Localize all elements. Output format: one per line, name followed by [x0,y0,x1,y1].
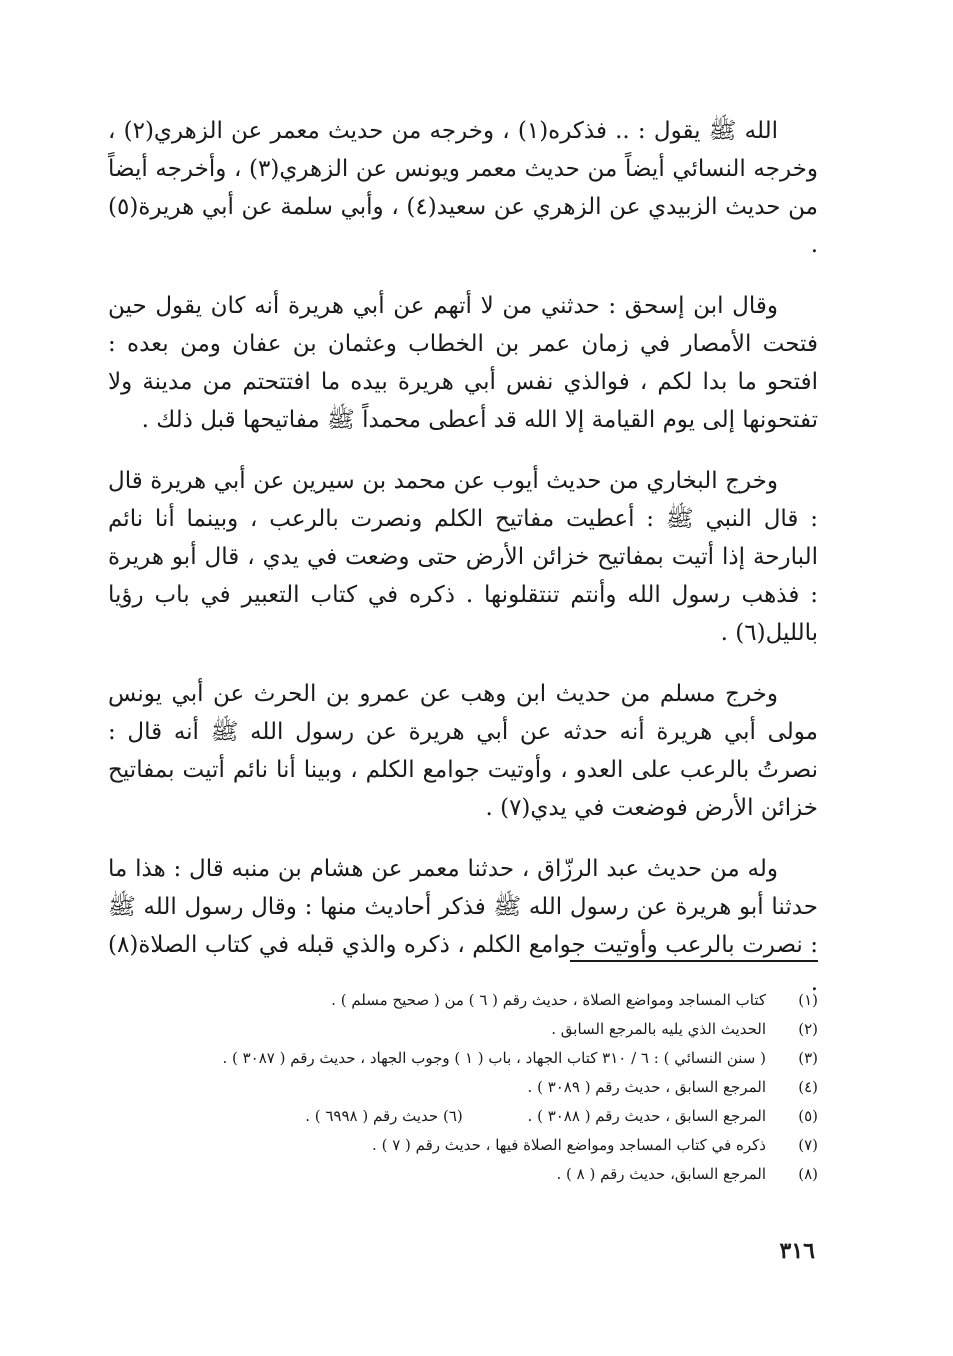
paragraph-1: الله ﷺ يقول : .. فذكره(١) ، وخرجه من حديث معمر عن الزهري(٢) ، وخرجه النسائي أيضاً من حديث معمر ويونس عن الزهري(٣) ، وأخرجه أيضاً من حديث الزبيدي عن الزهري عن سعيد(٤) ، وأبي سلمة عن أبي هريرة(٥) . [108,118,818,258]
footnote-7 [108,1131,818,1160]
paragraph-5: وله من حديث عبد الرزّاق ، حدثنا معمر عن هشام بن منبه قال : هذا ما حدثنا أبو هريرة عن رسول الله ﷺ فذكر أحاديث منها : وقال رسول الله ﷺ : نصرت بالرعب وأوتيت جوامع الكلم ، ذكره والذي قبله في كتاب الصلاة(٨) . [108,856,818,996]
footnote-6-inline: (٦) حديث رقم ( ٦٩٩٨ ) . [305,1107,463,1125]
footnote-text: كتاب المساجد ومواضع الصلاة ، حديث رقم ( ٦ ) من ( صحيح مسلم ) . [331,991,766,1009]
page-number: ٣١٦ [779,1238,815,1264]
footnote-text: المرجع السابق ، حديث رقم ( ٣٠٨٩ ) . [527,1078,766,1096]
footnote-text: ( سنن النسائي ) : ٦ / ٣١٠ كتاب الجهاد ، باب ( ١ ) وجوب الجهاد ، حديث رقم ( ٣٠٨٧ ) . [222,1049,766,1067]
footnote-separator [570,960,818,962]
footnote-text: الحديث الذي يليه بالمرجع السابق . [551,1020,766,1038]
paragraph-3: وخرج البخاري من حديث أيوب عن محمد بن سيرين عن أبي هريرة قال : قال النبي ﷺ : أعطيت مفاتيح الكلم ونصرت بالرعب ، وبينما أنا نائم البارحة إذا أتيت بمفاتيح خزائن الأرض حتى وضعت في يدي ، قال أبو هريرة : فذهب رسول الله وأنتم تنتقلونها . ذكره في كتاب التعبير في باب رؤيا بالليل(٦) . [108,468,818,646]
footnote-number: (٣) [798,1049,818,1067]
footnote-5 [108,1102,818,1131]
footnote-8 [108,1160,818,1189]
footnote-text: ذكره في كتاب المساجد ومواضع الصلاة فيها ، حديث رقم ( ٧ ) . [372,1136,766,1154]
footnote-1 [108,986,818,1015]
paragraph-2: وقال ابن إسحق : حدثني من لا أتهم عن أبي هريرة أنه كان يقول حين فتحت الأمصار في زمان عمر بن الخطاب وعثمان بن عفان ومن بعده : افتحو ما بدا لكم ، فوالذي نفس أبي هريرة بيده ما افتتحتم من مدينة ولا تفتحونها إلى يوم القيامة إلا الله قد أعطى محمداً ﷺ مفاتيحها قبل ذلك . [108,293,818,433]
footnote-number: (١) [798,991,818,1009]
footnote-number: (٧) [798,1136,818,1154]
footnote-3 [108,1044,818,1073]
footnote-text: المرجع السابق، حديث رقم ( ٨ ) . [556,1165,766,1183]
footnote-number: (٥) [798,1107,818,1125]
footnote-number: (٤) [798,1078,818,1096]
footnote-2 [108,1015,818,1044]
paragraph-4: وخرج مسلم من حديث ابن وهب عن عمرو بن الحرث عن أبي يونس مولى أبي هريرة أنه حدثه عن أبي هريرة عن رسول الله ﷺ أنه قال : نصرتُ بالرعب على العدو ، وأوتيت جوامع الكلم ، وبينا أنا نائم أتيت بمفاتيح خزائن الأرض فوضعت في يدي(٧) . [108,681,818,821]
footnote-number: (٨) [798,1165,818,1183]
footnote-text-main: المرجع السابق ، حديث رقم ( ٣٠٨٨ ) . [527,1107,766,1125]
page-body [108,112,818,1025]
footnotes [108,986,818,1189]
footnote-4 [108,1073,818,1102]
footnote-text [108,1102,766,1131]
footnote-number: (٢) [798,1020,818,1038]
